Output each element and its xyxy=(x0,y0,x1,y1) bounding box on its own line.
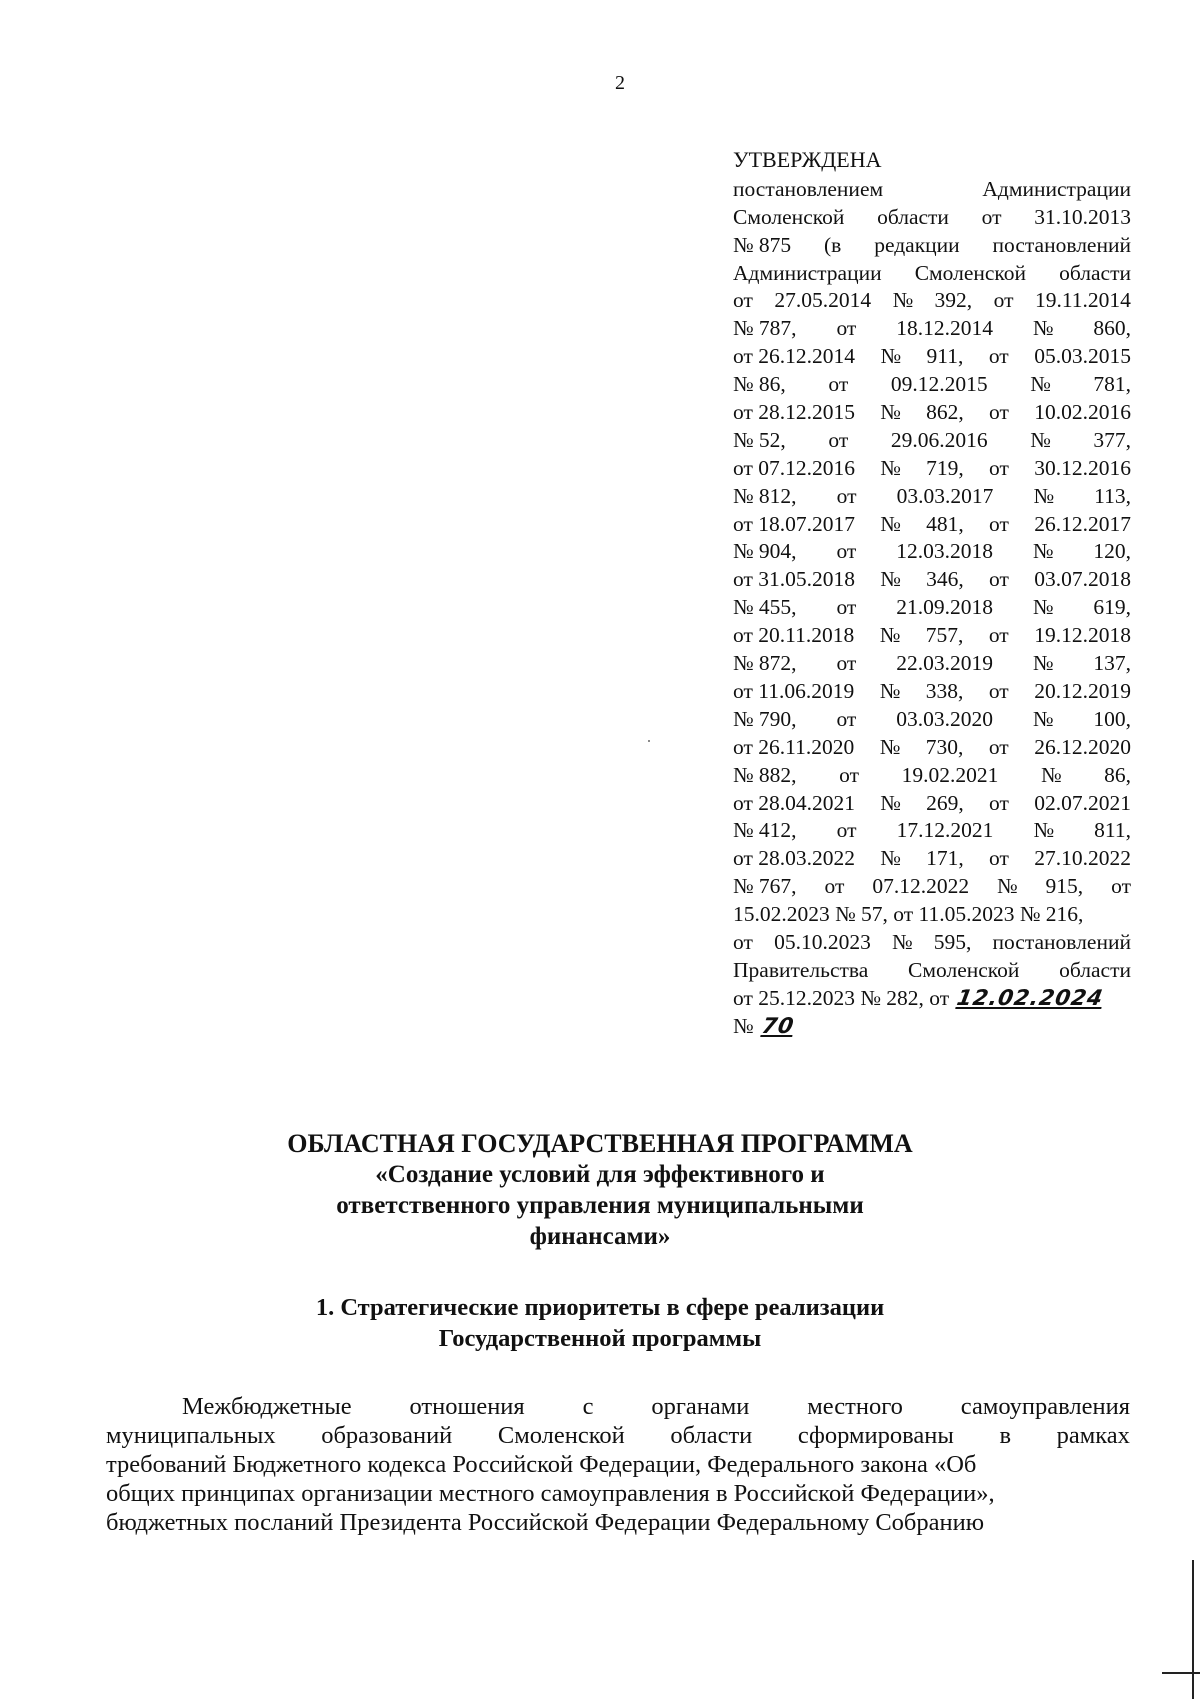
approval-word: № xyxy=(1040,762,1062,787)
approval-word: от xyxy=(988,678,1009,703)
approval-word: № 455, xyxy=(733,595,797,620)
approval-line xyxy=(733,232,1131,260)
body-line xyxy=(106,1450,1130,1479)
approval-word: 31.10.2013 xyxy=(1034,204,1131,229)
approval-line xyxy=(733,343,1131,371)
approval-word: 19.12.2018 xyxy=(1034,623,1131,648)
approval-word: от xyxy=(989,790,1009,815)
approval-word: 781, xyxy=(1093,372,1131,397)
approval-word: № 52, xyxy=(733,427,786,452)
approval-word: № xyxy=(879,734,901,759)
body-paragraph xyxy=(106,1392,1130,1537)
approval-word: 392, xyxy=(934,288,973,313)
approval-word: от xyxy=(836,595,857,620)
approval-last-printed: от 25.12.2023 № 282, от xyxy=(733,985,950,1010)
approval-word: № xyxy=(892,929,913,954)
approval-word: 12.03.2018 xyxy=(896,539,993,564)
approval-word: от xyxy=(733,288,753,313)
body-word: местного xyxy=(807,1393,903,1420)
approval-word: от 07.12.2016 xyxy=(733,455,855,480)
approval-word: № xyxy=(880,567,901,592)
approval-word: 113, xyxy=(1094,483,1131,508)
approval-word: 911, xyxy=(926,344,964,369)
approval-word: № 882, xyxy=(733,762,797,787)
approval-word: от 26.11.2020 xyxy=(733,734,855,759)
approval-word: № 86, xyxy=(733,372,786,397)
approval-line xyxy=(733,594,1131,622)
approval-word: от xyxy=(836,316,857,341)
approval-word: Смоленской xyxy=(733,204,845,229)
approval-word: от 18.07.2017 xyxy=(733,511,855,536)
page-number: 2 xyxy=(615,72,625,94)
handwritten-number: 70 xyxy=(759,1013,796,1039)
approval-word: Смоленской xyxy=(914,260,1027,285)
approval-line xyxy=(733,762,1131,790)
approval-word: 811, xyxy=(1094,818,1131,843)
approval-word: 22.03.2019 xyxy=(896,651,993,676)
approval-word: № xyxy=(880,455,901,480)
approval-word: 915, xyxy=(1045,874,1084,899)
approval-word: 757, xyxy=(925,623,964,648)
approval-word: № 812, xyxy=(733,483,797,508)
approval-word: постановлений xyxy=(992,929,1131,954)
approval-word: № xyxy=(1032,316,1054,341)
body-word: общих принципах организации местного самоуправления в Российской Федерации», xyxy=(106,1480,995,1507)
approval-word: от 28.03.2022 xyxy=(733,846,855,871)
approval-word: от xyxy=(836,539,857,564)
approval-word: от 28.12.2015 xyxy=(733,400,855,425)
approval-word: от xyxy=(989,567,1009,592)
approval-word: Администрации xyxy=(733,260,882,285)
section-heading xyxy=(240,1292,960,1354)
body-word: требований Бюджетного кодекса Российской Федерации, Федерального закона «Об xyxy=(106,1451,977,1478)
approval-word: № xyxy=(880,400,901,425)
approval-word: редакции xyxy=(874,232,960,257)
approval-word: 30.12.2016 xyxy=(1034,455,1131,480)
approval-word: от xyxy=(836,483,857,508)
approval-word: № xyxy=(880,790,901,815)
approval-word: № xyxy=(880,511,901,536)
approval-word: 21.09.2018 xyxy=(896,595,993,620)
approval-word: 86, xyxy=(1104,762,1131,787)
body-line xyxy=(106,1421,1130,1450)
approval-word: 269, xyxy=(926,790,964,815)
approval-word: 19.11.2014 xyxy=(1034,288,1131,313)
approval-word: № xyxy=(1032,595,1054,620)
body-word: образований xyxy=(321,1422,453,1449)
approval-word: от xyxy=(981,204,1002,229)
approval-word: 15.02.2023 № 57, от 11.05.2023 № 216, xyxy=(733,902,1084,927)
approval-word: области xyxy=(877,204,949,229)
approval-line xyxy=(733,650,1131,678)
approval-line xyxy=(733,678,1131,706)
approval-word: 27.10.2022 xyxy=(1034,846,1131,871)
approval-line xyxy=(733,845,1131,873)
approval-word: 377, xyxy=(1093,427,1131,452)
approval-word: № 875 xyxy=(733,232,792,257)
approval-word: 07.12.2022 xyxy=(872,874,970,899)
approval-word: от 26.12.2014 xyxy=(733,344,855,369)
approval-line xyxy=(733,790,1131,818)
body-word: Межбюджетные xyxy=(182,1393,352,1420)
approval-word: № xyxy=(1033,818,1055,843)
approval-word: от xyxy=(989,846,1009,871)
approval-word: области xyxy=(1059,260,1131,285)
approval-word: 100, xyxy=(1093,706,1131,731)
approval-word: 27.05.2014 xyxy=(774,288,872,313)
approval-word: 595, xyxy=(933,929,972,954)
body-word: бюджетных посланий Президента Российской Федерации Федеральному Собранию xyxy=(106,1509,985,1536)
approval-line xyxy=(733,176,1131,204)
body-word: отношения xyxy=(409,1393,525,1420)
approval-word: от 11.06.2019 xyxy=(733,678,855,703)
approval-word: Правительства xyxy=(733,957,869,982)
approval-word: от xyxy=(988,623,1009,648)
approval-word: № xyxy=(997,874,1018,899)
body-word: в xyxy=(999,1422,1012,1449)
approval-line xyxy=(733,706,1131,734)
approval-line-last xyxy=(733,985,1131,1013)
section-heading-line-1: 1. Стратегические приоритеты в сфере реализации xyxy=(315,1294,885,1321)
approval-word: от xyxy=(733,929,753,954)
approval-word: № xyxy=(1030,427,1051,452)
program-title-line-1: ОБЛАСТНАЯ ГОСУДАРСТВЕННАЯ ПРОГРАММА xyxy=(287,1129,913,1158)
approval-line xyxy=(733,399,1131,427)
approval-word: от xyxy=(836,706,857,731)
approval-word: от xyxy=(828,372,849,397)
approval-word: 29.06.2016 xyxy=(890,427,988,452)
approval-word: 481, xyxy=(926,511,964,536)
approval-word: 10.02.2016 xyxy=(1034,400,1131,425)
approval-word: № xyxy=(1032,706,1054,731)
approval-line xyxy=(733,566,1131,594)
approval-line xyxy=(733,929,1131,957)
approval-word: № xyxy=(1033,483,1055,508)
approval-word: постановлением xyxy=(733,176,884,201)
approval-word: 18.12.2014 xyxy=(896,316,993,341)
approval-word: Смоленской xyxy=(908,957,1020,982)
approval-word: № xyxy=(880,344,902,369)
approval-word: от xyxy=(839,762,859,787)
approval-word: от xyxy=(993,288,1014,313)
approval-word: № xyxy=(1032,539,1054,564)
body-word: сформированы xyxy=(797,1422,954,1449)
approval-word: № 904, xyxy=(733,539,797,564)
approval-word: 137, xyxy=(1093,651,1131,676)
approval-word: от xyxy=(988,344,1009,369)
approval-line xyxy=(733,315,1131,343)
body-word: органами xyxy=(651,1393,750,1420)
program-title-line-3: ответственного управления муниципальными xyxy=(336,1192,864,1219)
approval-line xyxy=(733,455,1131,483)
approval-word: (в xyxy=(824,232,842,257)
approval-word: 862, xyxy=(926,400,964,425)
approval-word: 03.03.2020 xyxy=(896,706,993,731)
approval-word: 05.03.2015 xyxy=(1034,344,1131,369)
approval-line xyxy=(733,957,1131,985)
approval-word: 730, xyxy=(925,734,964,759)
approval-word: № 767, xyxy=(733,874,797,899)
approval-word: 26.12.2020 xyxy=(1034,734,1131,759)
approval-heading: УТВЕРЖДЕНА xyxy=(733,147,882,172)
approval-word: 02.07.2021 xyxy=(1034,790,1131,815)
approval-word: 338, xyxy=(925,678,964,703)
approval-word: № 787, xyxy=(733,316,797,341)
approval-word: от xyxy=(1111,874,1131,899)
approval-word: 860, xyxy=(1093,316,1131,341)
page-edge-rule xyxy=(1192,1560,1200,1699)
approval-word: № xyxy=(892,288,914,313)
approval-line xyxy=(733,622,1131,650)
approval-word: 719, xyxy=(926,455,964,480)
approval-word: от xyxy=(828,427,849,452)
approval-word: № xyxy=(879,623,901,648)
approval-line xyxy=(733,511,1131,539)
approval-word: № xyxy=(1030,372,1051,397)
approval-lines xyxy=(733,176,1131,985)
approval-word: от 28.04.2021 xyxy=(733,790,855,815)
body-word: с xyxy=(582,1393,594,1420)
body-word: муниципальных xyxy=(106,1422,276,1449)
approval-word: от xyxy=(824,874,845,899)
section-heading-line-2: Государственной программы xyxy=(438,1325,762,1352)
approval-word: 26.12.2017 xyxy=(1034,511,1131,536)
body-word: Смоленской xyxy=(497,1422,625,1449)
approval-word: 20.12.2019 xyxy=(1034,678,1131,703)
approval-line xyxy=(733,260,1131,288)
number-prefix: № xyxy=(733,1013,754,1038)
approval-line xyxy=(733,287,1131,315)
approval-word: от xyxy=(836,818,857,843)
approval-word: 619, xyxy=(1093,595,1131,620)
body-word: области xyxy=(670,1422,753,1449)
body-line xyxy=(106,1479,1130,1508)
approval-word: Администрации xyxy=(982,176,1131,201)
approval-word: от xyxy=(989,400,1009,425)
approval-line xyxy=(733,734,1131,762)
approval-line xyxy=(733,817,1131,845)
approval-word: 19.02.2021 xyxy=(901,762,999,787)
approval-line xyxy=(733,873,1131,901)
program-title xyxy=(240,1128,960,1252)
approval-word: 03.03.2017 xyxy=(896,483,994,508)
scan-speck xyxy=(648,740,650,742)
approval-word: № xyxy=(1032,651,1054,676)
approval-line-number xyxy=(733,1013,1131,1041)
handwritten-date: 12.02.2024 xyxy=(954,985,1106,1011)
approval-word: 05.10.2023 xyxy=(774,929,871,954)
approval-word: 346, xyxy=(926,567,964,592)
approval-word: от 31.05.2018 xyxy=(733,567,855,592)
approval-word: № 412, xyxy=(733,818,797,843)
approval-word: 171, xyxy=(926,846,964,871)
approval-word: № xyxy=(879,678,901,703)
body-word: самоуправления xyxy=(960,1393,1130,1420)
approval-line xyxy=(733,483,1131,511)
approval-word: № 872, xyxy=(733,651,797,676)
approval-word: 17.12.2021 xyxy=(896,818,994,843)
approval-word: 09.12.2015 xyxy=(890,372,988,397)
approval-word: области xyxy=(1059,957,1131,982)
approval-line xyxy=(733,427,1131,455)
approval-word: от xyxy=(988,734,1009,759)
approval-block xyxy=(733,146,1131,1041)
approval-word: от xyxy=(989,455,1009,480)
body-line xyxy=(106,1508,1130,1537)
page-edge-rule-horizontal xyxy=(1162,1672,1200,1674)
approval-line xyxy=(733,204,1131,232)
approval-word: от xyxy=(836,651,857,676)
approval-word: 03.07.2018 xyxy=(1034,567,1131,592)
body-line xyxy=(106,1392,1130,1421)
approval-word: от xyxy=(989,511,1009,536)
program-title-line-4: финансами» xyxy=(529,1223,671,1250)
approval-line xyxy=(733,538,1131,566)
approval-word: от 20.11.2018 xyxy=(733,623,855,648)
approval-word: № xyxy=(880,846,901,871)
program-title-line-2: «Создание условий для эффективного и xyxy=(375,1161,825,1188)
body-word: рамках xyxy=(1056,1422,1130,1449)
approval-line xyxy=(733,901,1131,929)
approval-word: № 790, xyxy=(733,706,797,731)
approval-word: 120, xyxy=(1093,539,1131,564)
approval-line xyxy=(733,371,1131,399)
approval-word: постановлений xyxy=(992,232,1131,257)
